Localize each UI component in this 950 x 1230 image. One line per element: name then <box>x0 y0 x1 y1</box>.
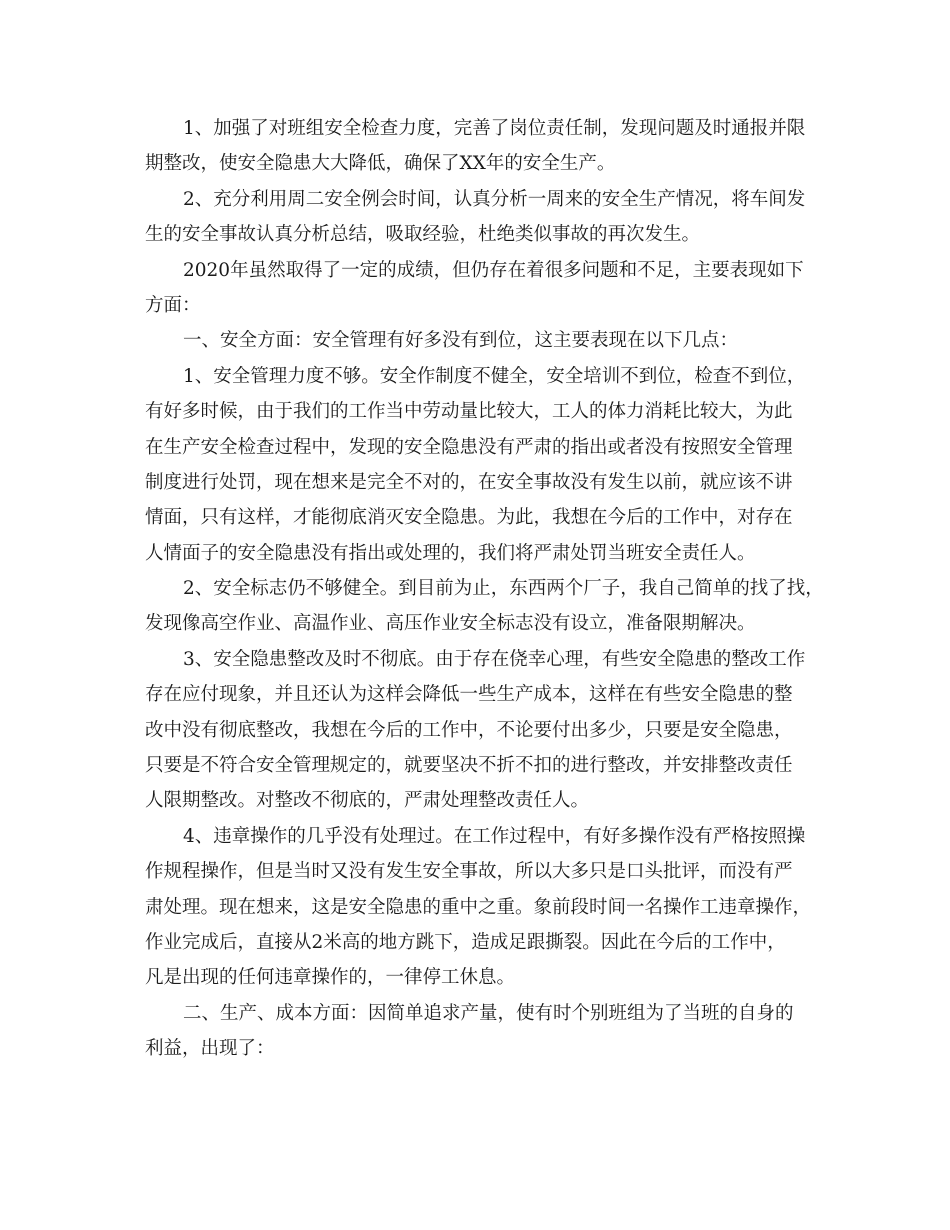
text-line-content: 肃处理。现在想来，这是安全隐患的重中之重。象前段时间一名操作工违章操作， <box>145 896 812 918</box>
text-line-content: 4、违章操作的几乎没有处理过。在工作过程中，有好多操作没有严格按照操 <box>183 825 806 847</box>
text-line-content: 3、安全隐患整改及时不彻底。由于存在侥幸心理，有些安全隐患的整改工作 <box>183 648 806 670</box>
text-line <box>145 890 825 925</box>
text-line-content: 1、安全管理力度不够。安全作制度不健全，安全培训不到位，检查不到位， <box>183 365 806 387</box>
text-line <box>145 854 825 889</box>
text-line <box>145 182 825 217</box>
text-line <box>145 1031 825 1066</box>
text-line-content: 只要是不符合安全管理规定的，就要坚决不折不扣的进行整改，并安排整改责任 <box>145 755 793 777</box>
text-line-content: 作业完成后，直接从2米高的地方跳下，造成足跟撕裂。因此在今后的工作中， <box>145 931 786 953</box>
text-line <box>145 819 825 854</box>
text-line <box>145 430 825 465</box>
text-line <box>145 606 825 641</box>
document-body <box>145 111 825 1067</box>
text-line <box>145 642 825 677</box>
text-line <box>145 253 825 288</box>
text-line-content: 作规程操作，但是当时又没有发生安全事故，所以大多只是口头批评，而没有严 <box>145 861 793 883</box>
text-line-content: 制度进行处罚，现在想来是完全不对的，在安全事故没有发生以前，就应该不讲 <box>145 471 793 493</box>
text-line <box>145 217 825 252</box>
text-line-content: 有好多时候，由于我们的工作当中劳动量比较大，工人的体力消耗比较大，为此 <box>145 401 793 423</box>
text-line <box>145 394 825 429</box>
text-line-content: 存在应付现象，并且还认为这样会降低一些生产成本，这样在有些安全隐患的整 <box>145 684 793 706</box>
text-line-content: 方面： <box>145 294 201 316</box>
text-line <box>145 783 825 818</box>
text-line-content: 期整改，使安全隐患大大降低，确保了XX年的安全生产。 <box>145 153 616 175</box>
text-line-content: 在生产安全检查过程中，发现的安全隐患没有严肃的指出或者没有按照安全管理 <box>145 436 793 458</box>
text-line-content: 生的安全事故认真分析总结，吸取经验，杜绝类似事故的再次发生。 <box>145 224 701 246</box>
text-line-content: 改中没有彻底整改，我想在今后的工作中，不论要付出多少，只要是安全隐患， <box>145 719 793 741</box>
text-line-content: 发现像高空作业、高温作业、高压作业安全标志没有设立，准备限期解决。 <box>145 613 756 635</box>
text-line <box>145 713 825 748</box>
text-line <box>145 960 825 995</box>
text-line <box>145 288 825 323</box>
text-line-content: 1、加强了对班组安全检查力度，完善了岗位责任制，发现问题及时通报并限 <box>183 118 806 139</box>
text-line <box>145 146 825 181</box>
text-line <box>145 359 825 394</box>
text-line-content: 人限期整改。对整改不彻底的，严肃处理整改责任人。 <box>145 790 590 812</box>
text-line <box>145 748 825 783</box>
text-line <box>145 571 825 606</box>
text-line-content: 凡是出现的任何违章操作的，一律停工休息。 <box>145 967 516 989</box>
text-line <box>145 111 825 146</box>
text-line-content: 一、安全方面：安全管理有好多没有到位，这主要表现在以下几点： <box>183 330 739 352</box>
text-line <box>145 465 825 500</box>
text-line-content: 2、安全标志仍不够健全。到目前为止，东西两个厂子，我自己简单的找了找， <box>183 578 824 600</box>
text-line-content: 2020年虽然取得了一定的成绩，但仍存在着很多问题和不足，主要表现如下 <box>183 259 804 281</box>
text-line <box>145 996 825 1031</box>
text-line <box>145 925 825 960</box>
text-line <box>145 536 825 571</box>
text-line-content: 人情面子的安全隐患没有指出或处理的，我们将严肃处罚当班安全责任人。 <box>145 542 756 564</box>
text-line-content: 二、生产、成本方面：因简单追求产量，使有时个别班组为了当班的自身的 <box>183 1002 794 1024</box>
text-line-content: 利益，出现了： <box>145 1038 275 1060</box>
text-line-content: 2、充分利用周二安全例会时间，认真分析一周来的安全生产情况，将车间发 <box>183 188 806 210</box>
text-line <box>145 677 825 712</box>
text-line-content: 情面，只有这样，才能彻底消灭安全隐患。为此，我想在今后的工作中，对存在 <box>145 507 793 529</box>
text-line <box>145 323 825 358</box>
text-line <box>145 500 825 535</box>
